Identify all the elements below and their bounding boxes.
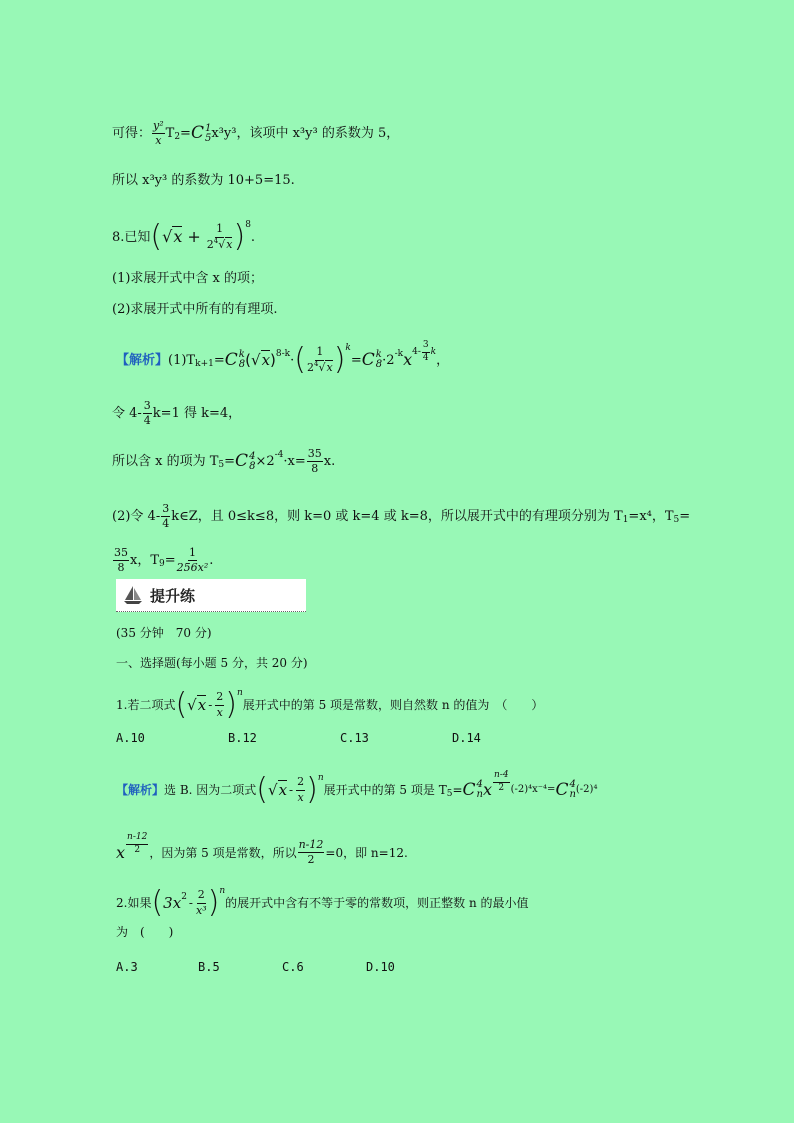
option-d[interactable]: D.10	[366, 960, 395, 974]
option-a[interactable]: A.3	[116, 960, 138, 974]
text: 可得：	[112, 126, 152, 142]
option-c[interactable]: C.13	[340, 731, 369, 745]
option-c[interactable]: C.6	[282, 960, 304, 974]
combination: C 1 5	[190, 122, 212, 144]
fraction: $\frac{\text{y²}}{x}$	[153, 119, 164, 148]
question-8-part2: (2)求展开式中所有的有理项.	[112, 302, 278, 317]
time-limit: (35 分钟 70 分)	[116, 626, 212, 640]
option-d[interactable]: D.14	[452, 731, 481, 745]
solution-8-let: 令 4- $\frac{3}{4}$ k=1 得 k=4，	[112, 399, 242, 428]
solution-line-coefficient: 可得： $\frac{\text{y²}}{x}$ T 2 = C 1 5 x³y³ ，该项中 x³y³ 的系数为 5，	[112, 119, 400, 148]
sailboat-icon	[122, 584, 144, 606]
question-8: 8.已知 ( √x + $\frac{1}{2^4√x}$ ) 8 .	[112, 219, 256, 254]
solution-8-general-term: 【解析】 (1)T k+1 = C k 8 (√x) 8-k · ( $\frac{1}{2^4√x}$ ) k = C k 8 ·2 -k x 4- $\frac{3}{4}$ k ，	[116, 339, 450, 377]
analysis-tag: 【解析】	[116, 352, 169, 368]
option-b[interactable]: B.5	[198, 960, 220, 974]
option-b[interactable]: B.12	[228, 731, 257, 745]
solution-8-x-term: 所以含 x 的项为 T 5 = C 4 8 ×2 -4 ·x= $\frac{35}{8}$ x.	[112, 447, 336, 476]
question-2: 2.如果 ( 3x 2 - $\frac{2}{\text{x³}}$ ) n 的展开式中含有不等于零的常数项，则正整数 n 的最小值	[116, 885, 529, 920]
question-2-cont: 为 ( )	[116, 925, 174, 939]
section-heading: 一、选择题(每小题 5 分，共 20 分)	[116, 656, 308, 670]
solution-8-part2: (2)令 4- $\frac{3}{4}$ k∈Z，且 0≤k≤8，则 k=0 或 k=4 或 k=8，所以展开式中的有理项分别为 T 1 =x⁴，T 5 =	[112, 502, 691, 531]
question-8-part1: (1)求展开式中含 x 的项；	[112, 271, 264, 286]
banner-title: 提升练	[150, 586, 196, 605]
analysis-tag: 【解析】	[116, 783, 165, 797]
question-1: 1.若二项式 ( √x - $\frac{2}{x}$ ) n 展开式中的第 5 项是常数，则自然数 n 的值为 （ ）	[116, 687, 544, 722]
section-banner	[116, 579, 306, 612]
option-a[interactable]: A.10	[116, 731, 145, 745]
solution-8-part2-cont: $\frac{35}{8}$ x，T 9 = $\frac{1}{\text{256x²}}$ .	[114, 546, 214, 575]
solution-line-sum: 所以 x³y³ 的系数为 10+5=15.	[112, 173, 295, 188]
solution-1: 【解析】 选 B. 因为二项式 ( √x - $\frac{2}{x}$ ) n 展开式中的第 5 项是 T 5 = C 4 n x $\frac{n-4}{2}$ (-2)⁴x⁻⁴= C 4 n (-2)⁴	[116, 769, 598, 807]
question-2-options	[116, 960, 478, 974]
question-1-options	[116, 731, 564, 745]
solution-1-cont: x $\frac{n-12}{2}$ ，因为第 5 项是常数，所以 $\frac{n-12}{2}$ =0，即 n=12.	[116, 832, 408, 867]
